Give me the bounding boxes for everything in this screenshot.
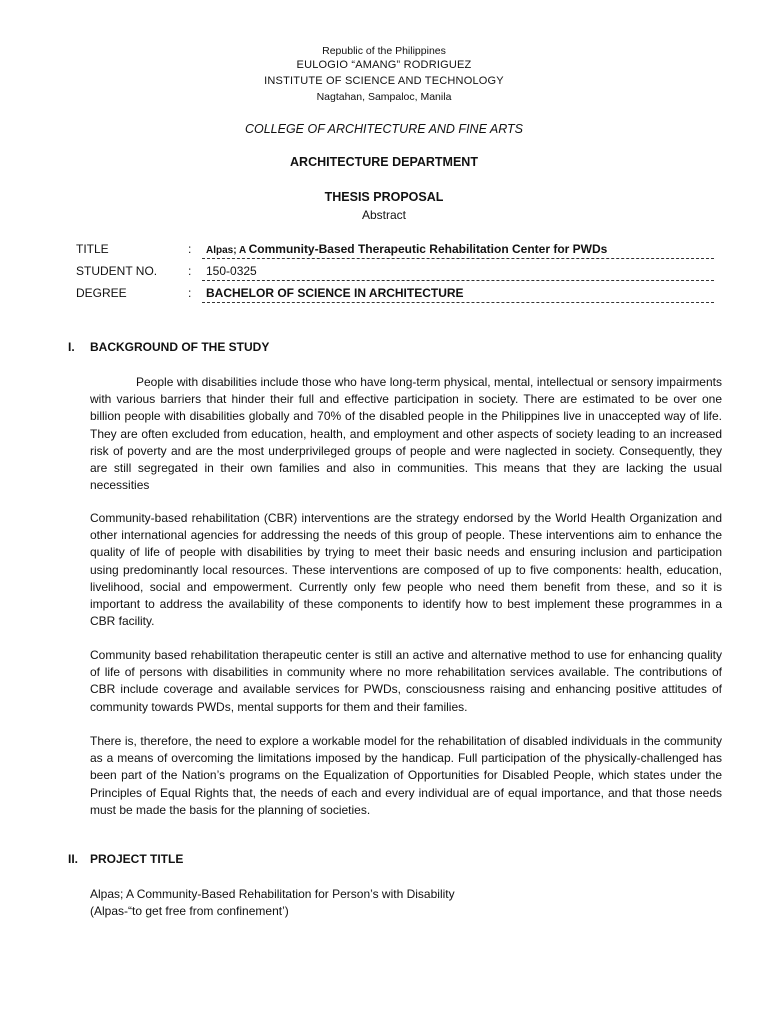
- student-colon: :: [188, 264, 192, 278]
- paragraph-1: People with disabilities include those who have long-term physical, mental, intellectual or sensory impairments with various barriers that hinder their full and effective participation in society. There are estimated to be over one billion people with disabilities globally and 70% of the disabled people in the Philippines live in unaccepted way of life. They are often excluded from education, health, and employment and other aspects of society leading to an increased risk of poverty and are the most underprivileged groups of people and were naglected in society. Consequently, they are still segregated in their own families and also in communities. This means that they are lacking the usual necessities: [90, 375, 722, 493]
- degree-value: BACHELOR OF SCIENCE IN ARCHITECTURE: [206, 286, 464, 300]
- college-name: COLLEGE OF ARCHITECTURE AND FINE ARTS: [244, 122, 524, 136]
- title-value: [206, 242, 607, 256]
- degree-colon: :: [188, 286, 192, 300]
- school-name-line1: EULOGIO “AMANG” RODRIGUEZ: [296, 59, 472, 71]
- section-heading-project-title: [68, 852, 183, 866]
- info-row-title: [76, 242, 716, 262]
- paragraph-4: There is, therefore, the need to explore a workable model for the rehabilitation of disabled individuals in the community as a means of overcoming the limitations imposed by the handicap. Full participation of the physically-challenged has been part of the Nation’s programs on the Equalization of Opportunities for Disabled People, which states under the Principles of Equal Rights that, the needs of each and every individual are of equal importance, and that those needs must be made the basis for the planning of societies.: [90, 734, 722, 817]
- title-prefix: Alpas; A: [206, 245, 249, 256]
- student-value: 150-0325: [206, 264, 257, 278]
- section-heading-background: [68, 340, 269, 354]
- student-label: STUDENT NO.: [76, 264, 158, 278]
- section-number: II.: [68, 852, 79, 866]
- project-title-meaning: (Alpas-“to get free from confinement’): [90, 904, 289, 918]
- section-title: PROJECT TITLE: [90, 852, 184, 866]
- school-name-line2: INSTITUTE OF SCIENCE AND TECHNOLOGY: [264, 75, 504, 87]
- info-row-student: [76, 264, 716, 284]
- title-underline: [202, 258, 714, 259]
- project-title-line: Alpas; A Community-Based Rehabilitation for Person’s with Disability: [90, 887, 455, 901]
- title-colon: :: [188, 242, 192, 256]
- section-number: I.: [68, 340, 75, 354]
- student-underline: [202, 280, 714, 281]
- paragraph-2: Community-based rehabilitation (CBR) interventions are the strategy endorsed by the World Health Organization and other international agencies for addressing the needs of this group of people. These interventions aim to enhance the quality of life of people with disabilities by trying to meet their basic needs and ensuring inclusion and participation using predominantly local resources. These interventions are composed of up to five components: health, education, livelihood, social and empowerment. Currently only few people who need them benefit from these, and so it is important to address the availability of these components to identify how to best implement these programmes in a CBR facility.: [90, 511, 722, 629]
- title-label: TITLE: [76, 242, 109, 256]
- paragraph-3: Community based rehabilitation therapeutic center is still an active and alternative method to use for enhancing quality of life of persons with disabilities in community where no more rehabilitation services available. The contributions of CBR include coverage and available services for PWDs, consciousness raising and enhancing positive attitudes of community towards PWDs, mental supports for them and their families.: [90, 648, 722, 714]
- republic-line: Republic of the Philippines: [322, 45, 446, 57]
- info-row-degree: [76, 286, 716, 306]
- section-title: BACKGROUND OF THE STUDY: [90, 340, 270, 354]
- degree-label: DEGREE: [76, 286, 127, 300]
- document-type: THESIS PROPOSAL: [324, 190, 444, 204]
- document-subtitle: Abstract: [361, 208, 406, 222]
- title-main: Community-Based Therapeutic Rehabilitation Center for PWDs: [248, 242, 608, 256]
- degree-underline: [202, 302, 714, 303]
- school-address: Nagtahan, Sampaloc, Manila: [316, 91, 452, 103]
- department-name: ARCHITECTURE DEPARTMENT: [290, 155, 478, 169]
